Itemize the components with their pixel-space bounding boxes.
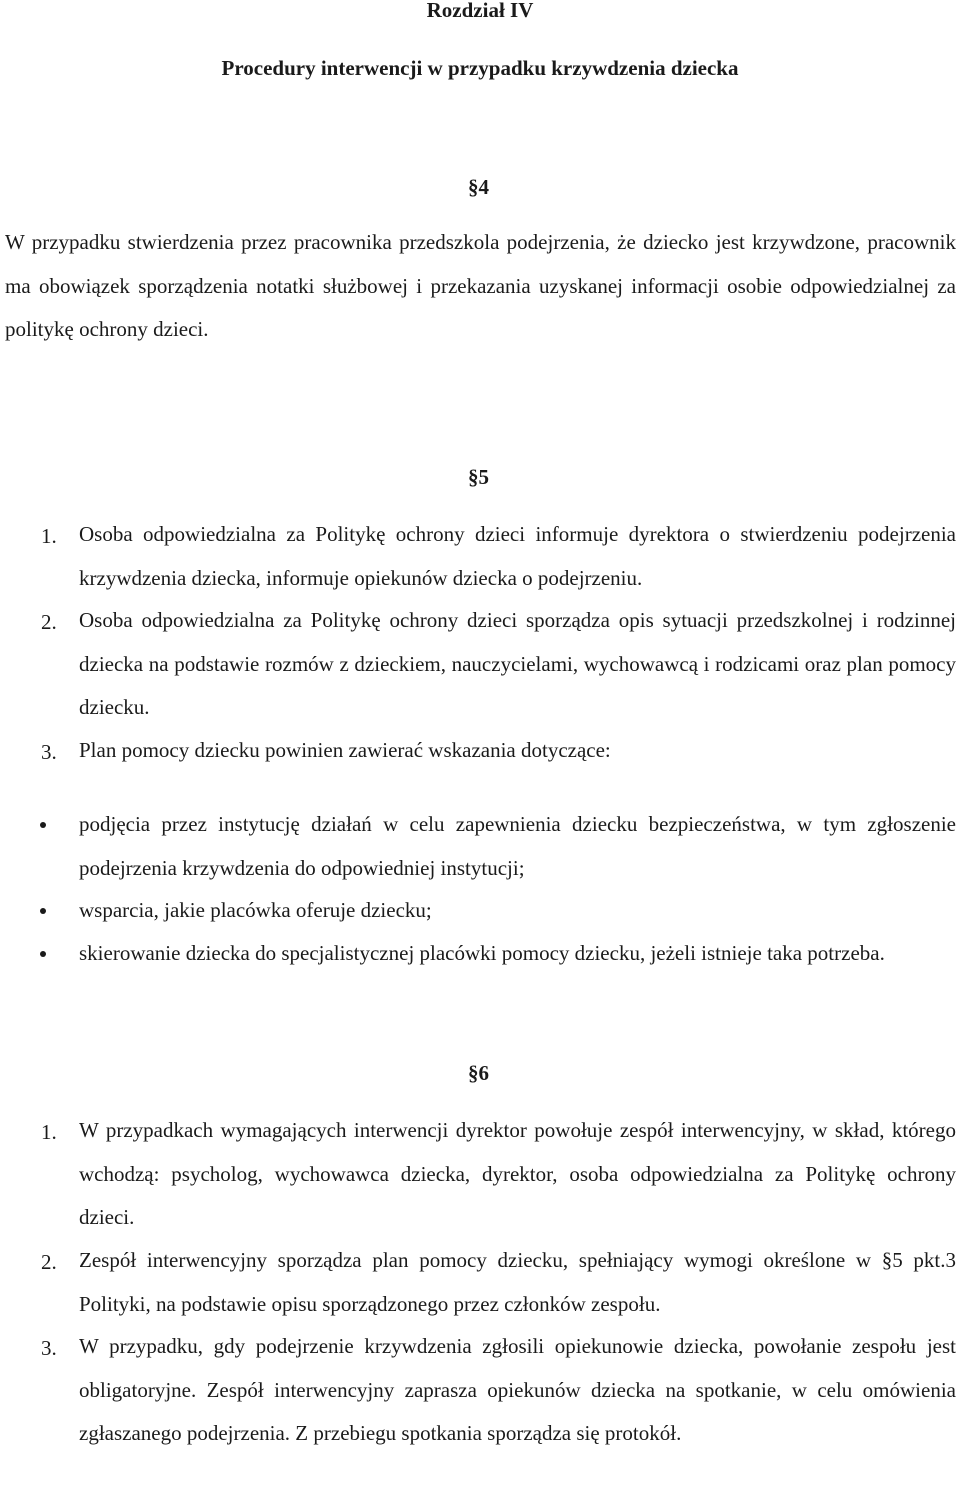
bullet-icon	[40, 908, 46, 914]
section-5-symbol: §5	[468, 465, 489, 489]
section-6-symbol: §6	[468, 1061, 489, 1085]
section-5-bullet-2: wsparcia, jakie placówka oferuje dziecku;	[79, 898, 432, 922]
bullet-icon	[40, 951, 46, 957]
section-6-item-1-text: W przypadkach wymagających interwencji dyrektor powołuje zespół interwencyjny, w skład, którego wchodzą: psycholog, wychowawca dziecka, dyrektor, osoba odpowiedzialna za Politykę ochrony dzieci.	[79, 1118, 956, 1229]
section-4-text: W przypadku stwierdzenia przez pracownika przedszkola podejrzenia, że dziecko jest krzywdzone, pracownik ma obowiązek sporządzenia notatki służbowej i przekazania uzyskanej informacji osobie odpowiedzialnej za politykę ochrony dzieci.	[5, 230, 956, 341]
bullet-icon	[40, 822, 46, 828]
section-5-item-2-number: 2.	[41, 610, 57, 634]
section-6-item-1-number: 1.	[41, 1120, 57, 1144]
section-5-bullet-3: skierowanie dziecka do specjalistycznej placówki pomocy dziecku, jeżeli istnieje taka potrzeba.	[79, 941, 885, 965]
section-6-item-2-number: 2.	[41, 1250, 57, 1274]
section-6-item-3-number: 3.	[41, 1336, 57, 1360]
chapter-title: Rozdział IV	[426, 0, 534, 22]
section-4-symbol: §4	[468, 175, 489, 199]
section-5-bullet-1: podjęcia przez instytucję działań w celu zapewnienia dziecku bezpieczeństwa, w tym zgłoszenie podejrzenia krzywdzenia do odpowiedniej instytucji;	[79, 812, 956, 880]
section-6-item-3-text: W przypadku, gdy podejrzenie krzywdzenia zgłosili opiekunowie dziecka, powołanie zespołu jest obligatoryjne. Zespół interwencyjny zaprasza opiekunów dziecka na spotkanie, w celu omówienia zgłaszanego podejrzenia. Z przebiegu spotkania sporządza się protokół.	[79, 1334, 956, 1445]
section-6-item-2-text: Zespół interwencyjny sporządza plan pomocy dziecku, spełniający wymogi określone w §5 pkt.3 Polityki, na podstawie opisu sporządzonego przez członków zespołu.	[79, 1248, 956, 1316]
section-5-item-3-number: 3.	[41, 740, 57, 764]
section-5-item-2-text: Osoba odpowiedzialna za Politykę ochrony dzieci sporządza opis sytuacji przedszkolnej i rodzinnej dziecka na podstawie rozmów z dzieckiem, nauczycielami, wychowawcą i rodzicami oraz plan pomocy dziecku.	[79, 608, 956, 719]
section-5-item-1-text: Osoba odpowiedzialna za Politykę ochrony dzieci informuje dyrektora o stwierdzeniu podejrzenia krzywdzenia dziecka, informuje opiekunów dziecka o podejrzeniu.	[79, 522, 956, 590]
section-5-item-3-text: Plan pomocy dziecku powinien zawierać wskazania dotyczące:	[79, 738, 611, 762]
chapter-subtitle: Procedury interwencji w przypadku krzywdzenia dziecka	[221, 56, 739, 80]
section-5-item-1-number: 1.	[41, 524, 57, 548]
